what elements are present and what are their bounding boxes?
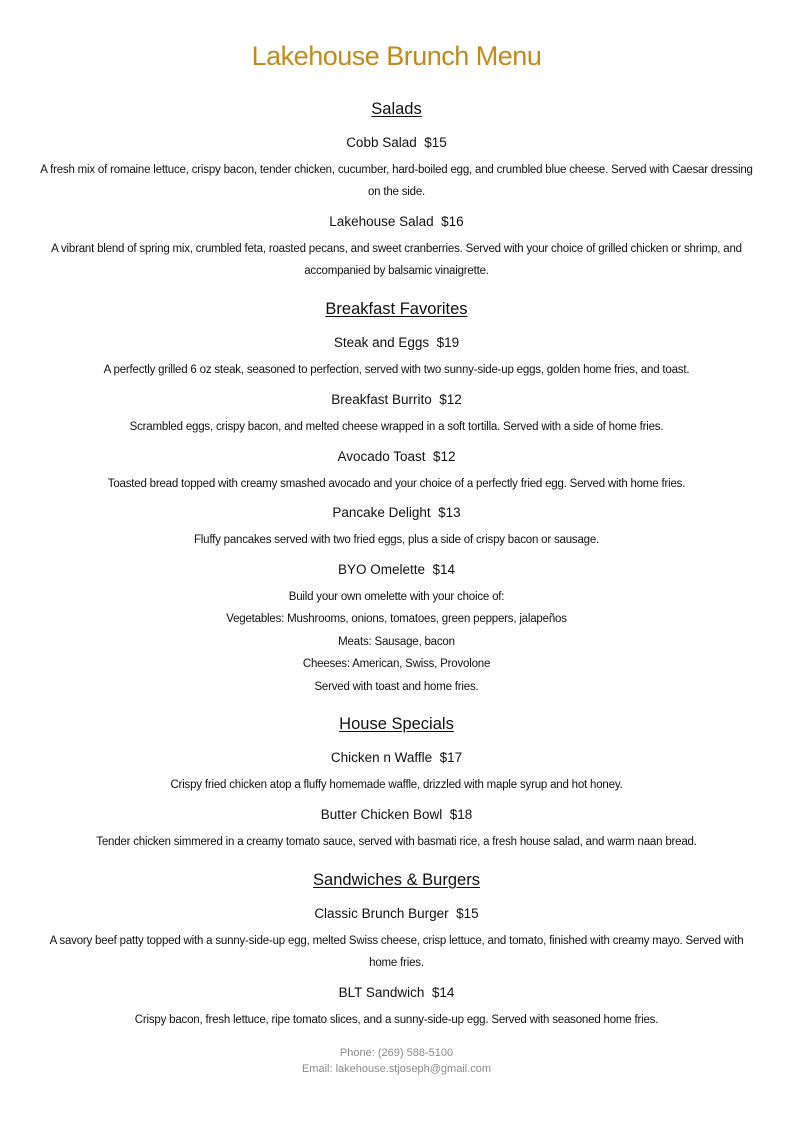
item-name: Avocado Toast xyxy=(337,449,426,464)
menu-item-steak-and-eggs xyxy=(0,333,793,353)
item-description-line: Served with toast and home fries. xyxy=(314,681,479,693)
item-description: Crispy fried chicken atop a fluffy homemade waffle, drizzled with maple syrup and hot honey. xyxy=(170,779,623,791)
item-price: $19 xyxy=(436,335,460,350)
item-description: A savory beef patty topped with a sunny-side-up egg, melted Swiss cheese, crisp lettuce, and tomato, finished with creamy mayo. Served with home fries. xyxy=(49,935,744,969)
section-heading-breakfast-favorites: Breakfast Favorites xyxy=(325,300,468,318)
section-heading-salads: Salads xyxy=(371,100,422,118)
item-price: $16 xyxy=(441,214,464,229)
item-description-line: Cheeses: American, Swiss, Provolone xyxy=(302,658,491,670)
item-name: Cobb Salad xyxy=(346,135,417,150)
menu-item-classic-brunch-burger xyxy=(0,904,793,924)
item-name: Classic Brunch Burger xyxy=(314,906,449,921)
footer-email: Email: lakehouse.stjoseph@gmail.com xyxy=(301,1063,492,1075)
item-price: $17 xyxy=(439,750,463,765)
item-description-line: Build your own omelette with your choice of: xyxy=(288,591,505,603)
item-description: A perfectly grilled 6 oz steak, seasoned to perfection, served with two sunny-side-up eggs, golden home fries, and toast. xyxy=(103,364,690,376)
menu-item-lakehouse-salad xyxy=(0,212,793,232)
menu-item-pancake-delight xyxy=(0,503,793,523)
section-heading-sandwiches-burgers: Sandwiches & Burgers xyxy=(313,871,480,889)
section-heading-house-specials: House Specials xyxy=(339,715,454,733)
item-name: Breakfast Burrito xyxy=(331,392,432,407)
menu-item-butter-chicken-bowl xyxy=(0,805,793,825)
menu-item-blt-sandwich xyxy=(0,983,793,1003)
item-price: $14 xyxy=(431,985,455,1000)
item-description: A vibrant blend of spring mix, crumbled feta, roasted pecans, and sweet cranberries. Served with your choice of grilled chicken or shrimp, and accompanied by balsamic vinaigrette. xyxy=(51,243,742,277)
item-description: Tender chicken simmered in a creamy tomato sauce, served with basmati rice, a fresh house salad, and warm naan bread. xyxy=(96,836,697,848)
menu-title: Lakehouse Brunch Menu xyxy=(251,41,542,71)
menu-item-cobb-salad xyxy=(0,133,793,153)
item-price: $15 xyxy=(424,135,447,150)
item-name: Butter Chicken Bowl xyxy=(320,807,443,822)
menu-item-chicken-n-waffle xyxy=(0,748,793,768)
item-description: Scrambled eggs, crispy bacon, and melted cheese wrapped in a soft tortilla. Served with a side of home fries. xyxy=(129,421,664,433)
item-price: $12 xyxy=(433,449,456,464)
item-description: A fresh mix of romaine lettuce, crispy bacon, tender chicken, cucumber, hard-boiled egg, and crumbled blue cheese. Served with Caesar dressing on the side. xyxy=(40,164,753,198)
item-price: $12 xyxy=(439,392,462,407)
menu-item-breakfast-burrito xyxy=(0,390,793,410)
item-description-line: Meats: Sausage, bacon xyxy=(338,636,455,648)
item-name: Pancake Delight xyxy=(332,505,431,520)
item-price: $15 xyxy=(456,906,479,921)
item-description: Toasted bread topped with creamy smashed avocado and your choice of a perfectly fried egg. Served with home fries. xyxy=(107,478,686,490)
item-description: Crispy bacon, fresh lettuce, ripe tomato slices, and a sunny-side-up egg. Served with seasoned home fries. xyxy=(134,1014,659,1026)
footer-phone: Phone: (269) 588-5100 xyxy=(339,1047,454,1059)
item-name: BLT Sandwich xyxy=(338,985,425,1000)
menu-item-byo-omelette xyxy=(0,560,793,580)
item-description: Fluffy pancakes served with two fried eggs, plus a side of crispy bacon or sausage. xyxy=(193,534,600,546)
item-name: Lakehouse Salad xyxy=(329,214,434,229)
item-name: Steak and Eggs xyxy=(333,335,430,350)
menu-item-avocado-toast xyxy=(0,447,793,467)
item-name: BYO Omelette xyxy=(337,562,425,577)
item-name: Chicken n Waffle xyxy=(330,750,433,765)
item-price: $14 xyxy=(432,562,456,577)
item-description-line: Vegetables: Mushrooms, onions, tomatoes, green peppers, jalapeños xyxy=(226,613,567,625)
item-price: $13 xyxy=(438,505,461,520)
item-price: $18 xyxy=(449,807,473,822)
